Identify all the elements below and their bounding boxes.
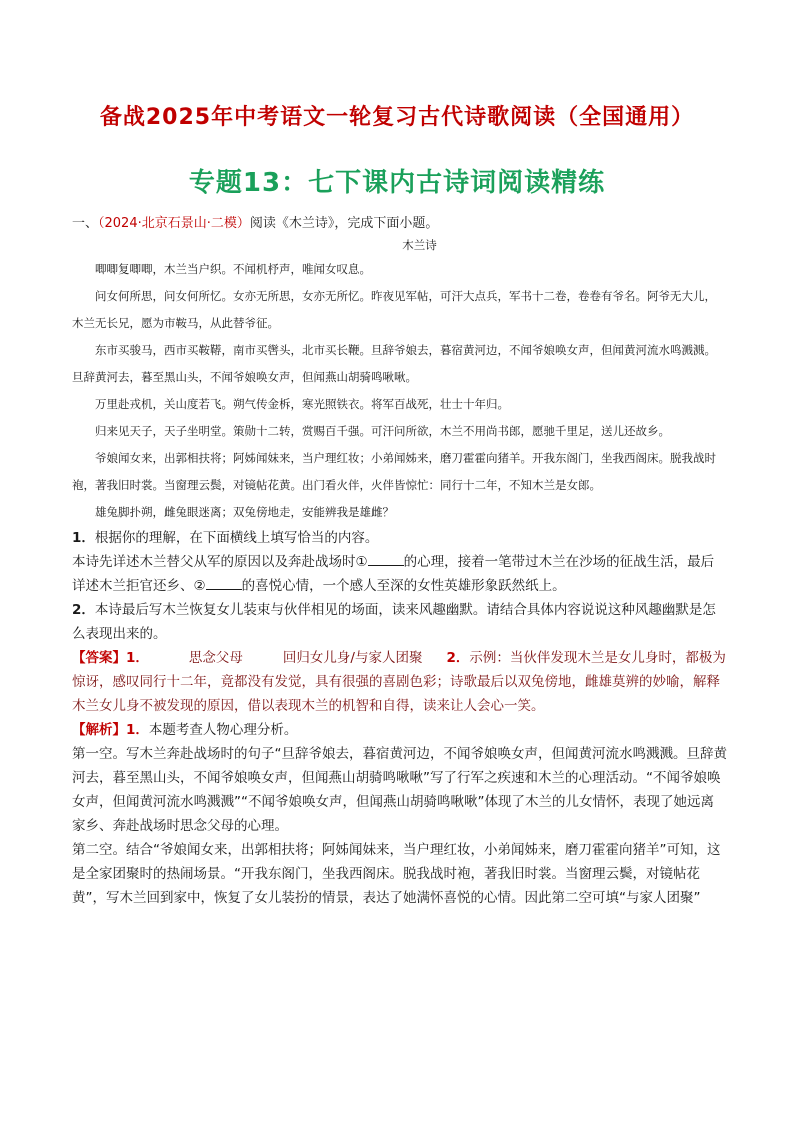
poem-paragraph: 问女何所思，问女何所忆。女亦无所思，女亦无所忆。昨夜见军帖，可汗大点兵，军书十二卷，卷卷有爷名。阿爷无大儿，木兰无长兄，愿为市鞍马，从此替爷征。 xyxy=(72,289,716,330)
fill-text: 本诗先详述木兰替父从军的原因以及奔赴战场时① xyxy=(72,554,368,570)
poem-paragraph: 爷娘闻女来，出郭相扶将；阿姊闻妹来，当户理红妆；小弟闻姊来，磨刀霍霍向猪羊。开我东阁门，坐我西阁床。脱我战时袍，著我旧时裳。当窗理云鬓，对镜帖花黄。出门看火伴，火伴皆惊忙：同行十二年，不知木兰是女郎。 xyxy=(72,451,716,492)
analysis-paragraph: 第二空。结合“爷娘闻女来，出郭相扶将；阿姊闻妹来，当户理红妆，小弟闻姊来，磨刀霍霍向猪羊”可知，这是全家团聚时的热闹场景。“开我东阁门，坐我西阁床。脱我战时袍，著我旧时裳。当窗理云鬓，对镜帖花黄”，写木兰回到家中，恢复了女儿装扮的情景，表达了她满怀喜悦的心情。因此第二空可填“与家人团聚” xyxy=(72,842,721,906)
questions xyxy=(72,526,727,910)
poem-paragraph: 唧唧复唧唧，木兰当户织。不闻机杼声，唯闻女叹息。 xyxy=(95,262,371,276)
answer-label: 【答案】1． xyxy=(72,650,149,666)
poem-paragraph: 东市买骏马，西市买鞍鞯，南市买辔头，北市买长鞭。旦辞爷娘去，暮宿黄河边，不闻爷娘唤女声，但闻黄河流水鸣溅溅。旦辞黄河去，暮至黑山头，不闻爷娘唤女声，但闻燕山胡骑鸣啾啾。 xyxy=(72,343,716,384)
question-1-fill xyxy=(72,550,727,598)
fill-text: 最后详述木兰拒官还乡、② xyxy=(72,554,715,594)
answer-item: 回归女儿身/与家人团聚 xyxy=(282,650,423,666)
poem-title: 木兰诗 xyxy=(402,238,437,252)
question-text: 本诗最后写木兰恢复女儿装束与伙伴相见的场面，读来风趣幽默。请结合具体内容说说这种风趣幽默是怎么表现出来的。 xyxy=(72,602,716,642)
analysis-head xyxy=(72,718,727,742)
question-instruction: 阅读《木兰诗》，完成下面小题。 xyxy=(249,216,439,231)
poem-paragraph: 归来见天子，天子坐明堂。策勋十二转，赏赐百千强。可汗问所欲，木兰不用尚书郎，愿驰千里足，送儿还故乡。 xyxy=(95,424,670,438)
question-header xyxy=(72,214,727,234)
question-number: 2． xyxy=(72,602,95,618)
document-title: 备战2025年中考语文一轮复习古代诗歌阅读（全国通用） xyxy=(99,105,695,130)
answer-item: 示例：当伙伴发现木兰是女儿身时，都极为惊讶，感叹同行十二年，竟都没有发觉，具有很强的喜剧色彩；诗歌最后以双兔傍地，雌雄莫辨的妙喻，解释木兰女儿身不被发现的原因，借以表现木兰的机智和自得，读来让人会心一笑。 xyxy=(72,650,726,714)
poem-paragraph: 万里赴戎机，关山度若飞。朔气传金柝，寒光照铁衣。将军百战死，壮士十年归。 xyxy=(95,397,509,411)
answer-item: 思念父母 xyxy=(188,650,243,666)
analysis-intro: 本题考查人物心理分析。 xyxy=(148,722,298,738)
answer-blank-2[interactable] xyxy=(206,575,242,590)
question-number: 1． xyxy=(72,530,95,546)
question-source: （2024·北京石景山·二模） xyxy=(98,216,250,231)
question-1 xyxy=(72,526,727,550)
answer-number: 2． xyxy=(446,650,470,666)
question-prefix: 一、 xyxy=(72,216,99,231)
fill-text: 的心理，接着一笔带过木兰在沙场的征战生活， xyxy=(403,554,688,570)
answer-blank-1[interactable] xyxy=(368,551,404,566)
fill-text: 的喜悦心情，一个感人至深的女性英雄形象跃然纸上。 xyxy=(241,578,566,594)
analysis-label: 【解析】1． xyxy=(72,722,149,738)
content-area xyxy=(72,214,727,910)
answer-block xyxy=(72,646,727,718)
question-text: 根据你的理解，在下面横线上填写恰当的内容。 xyxy=(94,530,379,546)
question-2 xyxy=(72,598,727,646)
analysis-paragraph: 第一空。写木兰奔赴战场时的句子“旦辞爷娘去，暮宿黄河边，不闻爷娘唤女声，但闻黄河流水鸣溅溅。旦辞黄河去，暮至黑山头，不闻爷娘唤女声，但闻燕山胡骑鸣啾啾”写了行军之疾速和木兰的心理活动。“不闻爷娘唤女声，但闻黄河流水鸣溅溅”“不闻爷娘唤女声，但闻燕山胡骑鸣啾啾”体现了木兰的儿女情怀，表现了她远离家乡、奔赴战场时思念父母的心理。 xyxy=(72,746,727,834)
poem-body xyxy=(72,256,727,526)
document-subtitle: 专题13：七下课内古诗词阅读精练 xyxy=(188,168,606,198)
poem-paragraph: 雄兔脚扑朔，雌兔眼迷离；双兔傍地走，安能辨我是雄雌？ xyxy=(95,505,394,519)
